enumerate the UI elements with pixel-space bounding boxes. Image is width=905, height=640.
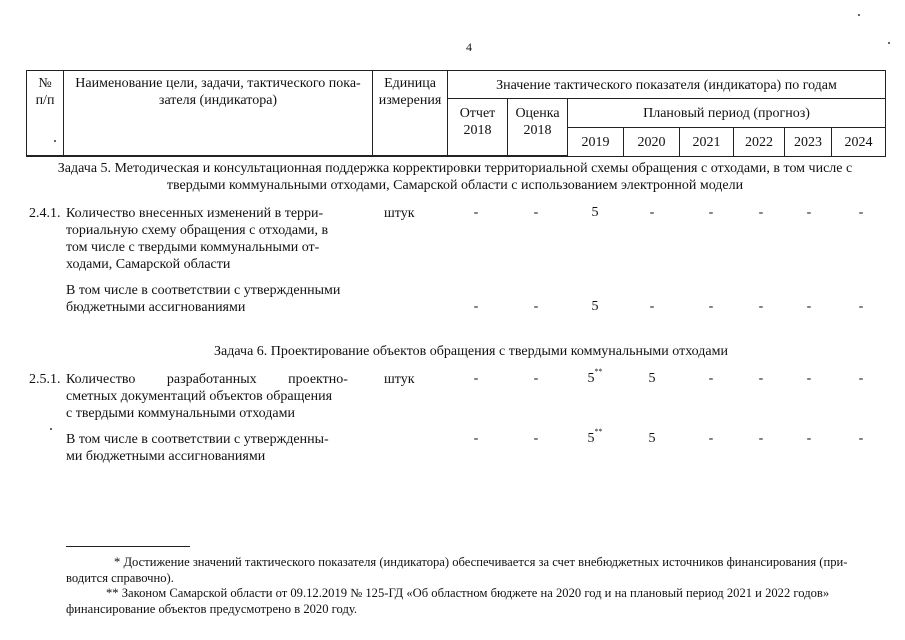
row-2-5-1-line1: Количество разработанных проектно- [66,372,348,387]
row-2-5-1-budget-2023: - [806,431,812,446]
footnote-2 [66,586,881,617]
header-plan-cell: Плановый период (прогноз) [568,99,885,128]
row-2-4-1-budget-2019: 5 [591,299,599,314]
row-2-5-1-unit: штук [384,372,415,387]
row-2-5-1-2019 [580,367,610,387]
row-2-5-1-number: 2.5.1. [29,372,61,387]
row-2-5-1-budget-estimate: - [533,431,539,446]
header-unit-cell [373,71,448,156]
row-2-4-1-2020: - [649,205,655,220]
row-2-4-1-budget-2024: - [858,299,864,314]
row-2-5-1-report: - [473,371,479,386]
header-year-2021: 2021 [680,128,734,156]
row-2-5-1-budget-2024: - [858,431,864,446]
header-name-label: Наименование цели, задачи, тактического пока-зателя (индикатора) [75,76,361,108]
footnote-1-line2: водится справочно). [66,570,174,585]
row-2-4-1-2022: - [758,205,764,220]
row-2-4-1-line4: ходами, Самарской области [66,257,231,272]
header-year-2022: 2022 [734,128,785,156]
header-year-2024: 2024 [844,135,873,150]
header-year-2020: 2020 [624,128,680,156]
row-2-4-1-budget-name [66,282,376,316]
row-2-4-1-budget-line1: В том числе в соответствии с утвержденными [66,283,341,298]
row-2-5-1-budget-2019 [580,427,610,447]
page-number: 4 [466,40,472,54]
task6-title: Задача 6. Проектирование объектов обращения с твердыми коммунальными отходами [214,344,728,359]
scan-speck [50,428,52,430]
scan-speck [858,14,860,16]
row-2-5-1-name [66,371,366,422]
footnote-1 [66,555,881,586]
row-2-5-1-budget-line1: В том числе в соответствии с утвержденны- [66,432,329,447]
header-report-cell [448,99,508,156]
row-2-4-1-2023: - [806,205,812,220]
row-2-5-1-2023: - [806,371,812,386]
header-estimate-label: Оценка [515,106,560,121]
header-values-group: Значение тактического показателя (индикатора) по годам [448,71,885,99]
row-2-5-1-budget-line2: ми бюджетными ассигнованиями [66,449,266,464]
row-2-5-1-2022: - [758,371,764,386]
row-2-4-1-budget-2022: - [758,299,764,314]
row-2-4-1-budget-report: - [473,299,479,314]
header-report-year: 2018 [463,123,492,138]
row-2-5-1-line2: сметных документаций объектов обращения [66,389,333,404]
header-name-cell [64,71,373,156]
header-unit-label: Единица [384,76,436,91]
row-2-5-1-2020: 5 [648,371,656,386]
row-2-5-1-2021: - [708,371,714,386]
row-2-4-1-budget-2023: - [806,299,812,314]
row-2-5-1-budget-report: - [473,431,479,446]
row-2-5-1-budget-2019-value: 5 [587,431,595,446]
row-2-4-1-2021: - [708,205,714,220]
row-2-4-1-line2: ториальную схему обращения с отходами, в [66,223,329,238]
row-2-5-1-budget-name [66,431,366,465]
row-2-4-1-report: - [473,205,479,220]
footnote-1-line1: * Достижение значений тактического показателя (индикатора) обеспечивается за счет внебюджетных источников финансирования (при- [114,555,848,569]
header-number-cell [27,71,64,156]
row-2-5-1-estimate: - [533,371,539,386]
row-2-5-1-2024: - [858,371,864,386]
header-year-2023: 2023 [785,128,832,156]
footnote-2-line1: ** Законом Самарской области от 09.12.2019 № 125-ГД «Об областном бюджете на 2020 год и на плановый период 2021 и 2022 годов» [106,586,830,600]
row-2-5-1-budget-2022: - [758,431,764,446]
footnote-2-line2: финансирование объектов предусмотрено в 2020 году. [66,601,358,616]
task5-title-line1: Задача 5. Методическая и консультационная поддержка корректировки территориальной схемы обращения с отходами, в том числе с [57,161,853,176]
row-2-5-1-budget-2021: - [708,431,714,446]
row-2-4-1-2024: - [858,205,864,220]
scan-speck [54,140,56,142]
row-2-4-1-estimate: - [533,205,539,220]
row-2-4-1-budget-line2: бюджетными ассигнованиями [66,300,246,315]
row-2-4-1-number: 2.4.1. [29,206,61,221]
row-2-5-1-line3: с твердыми коммунальными отходами [66,406,295,421]
row-2-5-1-budget-2020: 5 [648,431,656,446]
header-estimate-cell [508,99,568,156]
row-2-4-1-budget-2021: - [708,299,714,314]
row-2-4-1-line1: Количество внесенных изменений в терри- [66,206,324,221]
header-number-label: № [38,76,52,91]
footnote-rule [66,546,190,547]
header-unit-label-2: измерения [378,93,442,108]
header-report-label: Отчет [459,106,496,121]
row-2-4-1-2019: 5 [591,205,599,220]
scan-speck [888,42,890,44]
row-2-4-1-name [66,205,366,273]
task5-title-line2: твердыми коммунальными отходами, Самарской области с использованием электронной модели [166,178,744,193]
header-number-label-2: п/п [35,93,55,108]
row-2-5-1-2019-mark: ** [594,367,603,377]
row-2-5-1-2019-value: 5 [587,371,595,386]
header-estimate-year: 2018 [523,123,552,138]
row-2-5-1-budget-2019-mark: ** [594,427,603,437]
row-2-4-1-budget-estimate: - [533,299,539,314]
table-header [26,70,886,157]
row-2-4-1-line3: том числе с твердыми коммунальными от- [66,240,320,255]
row-2-4-1-unit: штук [384,206,415,221]
row-2-4-1-budget-2020: - [649,299,655,314]
header-year-2019: 2019 [568,128,624,156]
